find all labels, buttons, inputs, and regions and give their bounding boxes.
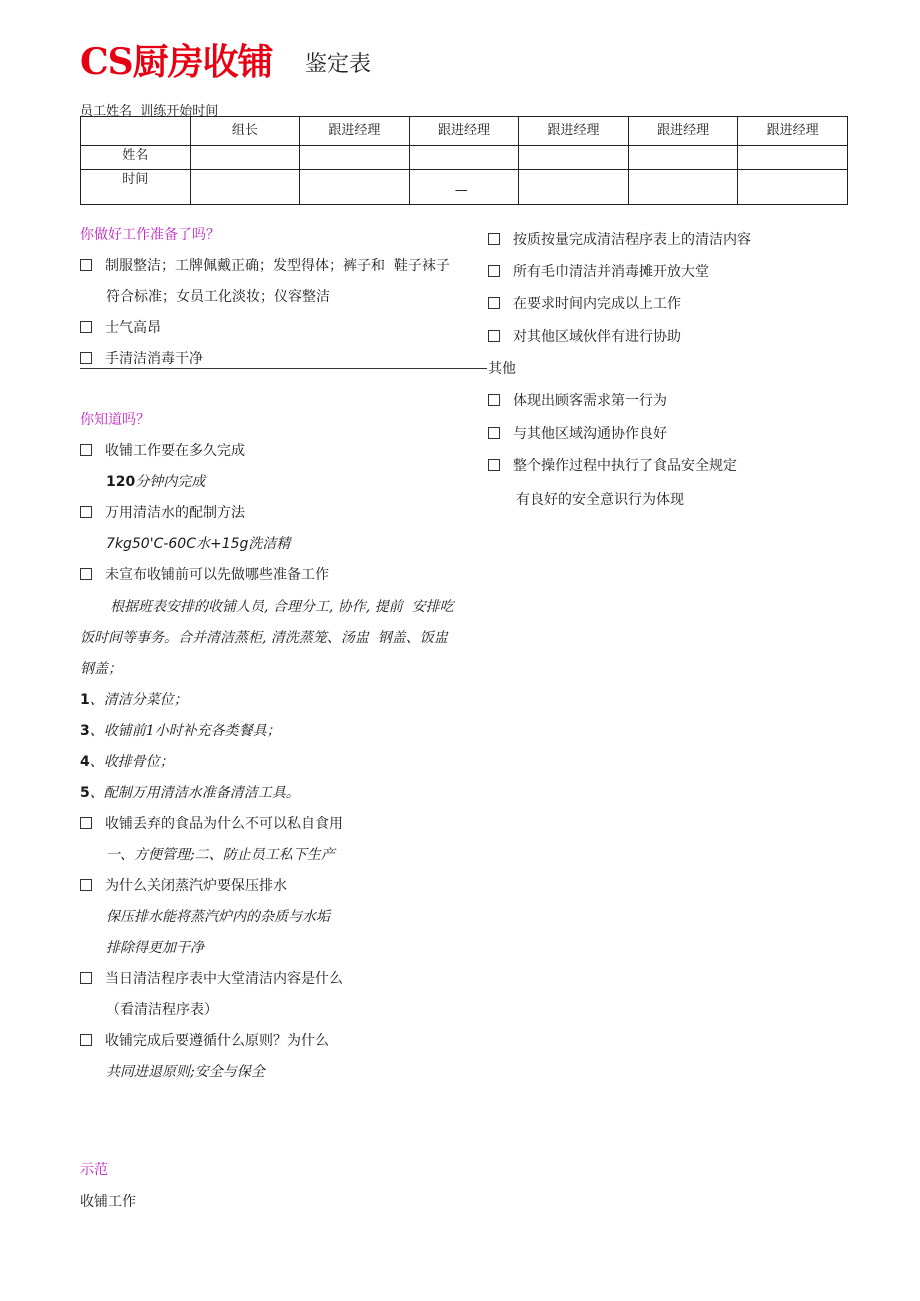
answer-text: 饭时间等事务。合并清洁蒸柜, 清洗蒸笼、汤盅 钢盖、饭盅	[80, 630, 448, 646]
checklist-item	[80, 317, 161, 337]
checkbox[interactable]	[488, 297, 500, 309]
demo-section-heading: 示范	[80, 1162, 108, 1178]
question-item	[80, 875, 287, 895]
answer-text: 排除得更加干净	[106, 940, 204, 956]
step-separator: 、	[89, 785, 104, 801]
section-divider	[80, 368, 487, 369]
name-cell[interactable]	[300, 146, 410, 170]
checklist-item-text: 在要求时间内完成以上工作	[513, 296, 681, 312]
question-item	[80, 440, 245, 460]
table-row	[81, 146, 848, 170]
checklist-item-text: 士气高昂	[105, 320, 161, 336]
checkbox[interactable]	[80, 506, 92, 518]
name-cell[interactable]	[738, 146, 848, 170]
answer-text-part: 水	[195, 536, 210, 552]
checklist-item	[80, 255, 450, 275]
checkbox[interactable]	[488, 330, 500, 342]
checkbox[interactable]	[80, 444, 92, 456]
step-text: 收铺前1小时补充各类餐具；	[103, 723, 281, 739]
answer-text	[106, 471, 205, 491]
answer-text-part: 洗洁精	[248, 536, 291, 552]
answer-number: 120	[106, 474, 136, 490]
column-header: 组长	[190, 117, 300, 146]
checklist-item-text: 制服整洁；工牌佩戴正确；发型得体；裤子和 鞋子袜子	[105, 258, 450, 274]
knowledge-section-heading: 你知道吗？	[80, 412, 150, 428]
time-mark: —	[454, 183, 468, 198]
checklist-item	[80, 348, 203, 368]
time-cell[interactable]	[409, 170, 519, 205]
name-cell[interactable]	[628, 146, 738, 170]
other-section-heading: 其他	[488, 361, 516, 377]
name-cell[interactable]	[409, 146, 519, 170]
answer-number: +15g	[209, 536, 249, 552]
clipped-checklist-item	[488, 489, 868, 508]
question-text: 未宣布收铺前可以先做哪些准备工作	[105, 567, 329, 583]
checkbox[interactable]	[488, 459, 500, 471]
checklist-item-text: 有良好的安全意识行为体现	[516, 492, 684, 508]
sign-off-table	[80, 116, 848, 205]
step-number: 4	[80, 754, 90, 770]
checkbox[interactable]	[80, 321, 92, 333]
prep-section-heading: 你做好工作准备了吗？	[80, 227, 220, 243]
answer-text-part: 分钟内完成	[135, 474, 206, 490]
checklist-item-text: 与其他区域沟通协作良好	[513, 426, 667, 442]
step-item	[80, 751, 174, 771]
checkbox[interactable]	[80, 817, 92, 829]
time-cell[interactable]	[190, 170, 300, 205]
row-label-time: 时间	[81, 170, 191, 205]
column-header: 跟进经理	[409, 117, 519, 146]
name-cell[interactable]	[519, 146, 629, 170]
checkbox[interactable]	[80, 972, 92, 984]
time-cell[interactable]	[300, 170, 410, 205]
step-item	[80, 782, 300, 802]
answer-text: 共同进退原则;安全与保全	[106, 1064, 265, 1080]
question-text: 当日清洁程序表中大堂清洁内容是什么	[105, 971, 343, 987]
step-separator: 、	[89, 692, 104, 708]
checklist-item	[488, 261, 709, 281]
checklist-item-text: 对其他区域伙伴有进行协助	[513, 329, 681, 345]
row-label-name: 姓名	[81, 146, 191, 170]
answer-text	[106, 533, 290, 553]
answer-number: 7kg50'C-60C	[106, 536, 196, 552]
column-header: 跟进经理	[738, 117, 848, 146]
checklist-item	[488, 390, 667, 410]
question-item	[80, 564, 329, 584]
time-cell[interactable]	[628, 170, 738, 205]
step-separator: 、	[89, 754, 104, 770]
question-text: 为什么关闭蒸汽炉要保压排水	[105, 878, 287, 894]
name-cell[interactable]	[190, 146, 300, 170]
demo-title: 收铺工作	[80, 1194, 136, 1210]
answer-text: 一、方便管理;二、防止员工私下生产	[106, 847, 335, 863]
step-number: 5	[80, 785, 90, 801]
checklist-item	[488, 455, 737, 475]
checkbox[interactable]	[488, 265, 500, 277]
checklist-item	[488, 293, 681, 313]
checkbox[interactable]	[488, 394, 500, 406]
column-header: 跟进经理	[519, 117, 629, 146]
employee-meta-line: 员工姓名 训练开始时间	[80, 104, 219, 119]
checklist-item	[488, 423, 667, 443]
checkbox[interactable]	[80, 879, 92, 891]
page-title: CS厨房收铺	[80, 41, 273, 83]
table-header-row	[81, 117, 848, 146]
checklist-item-continuation: 符合标准；女员工化淡妆；仪容整洁	[106, 289, 330, 305]
question-item	[80, 1030, 329, 1050]
step-text: 收排骨位；	[103, 754, 174, 770]
step-number: 3	[80, 723, 90, 739]
checklist-item-text: 整个操作过程中执行了食品安全规定	[513, 458, 737, 474]
step-item	[80, 720, 281, 740]
checklist-item-text: 按质按量完成清洁程序表上的清洁内容	[513, 232, 751, 248]
question-text: 收铺工作要在多久完成	[105, 443, 245, 459]
checkbox[interactable]	[80, 1034, 92, 1046]
answer-text: 根据班表安排的收铺人员, 合理分工, 协作, 提前 安排吃	[110, 599, 454, 615]
checklist-item-text: 手清洁消毒干净	[105, 351, 203, 367]
step-number: 1	[80, 692, 90, 708]
checklist-item-text: 体现出顾客需求第一行为	[513, 393, 667, 409]
question-text: 万用清洁水的配制方法	[105, 505, 245, 521]
question-item	[80, 502, 245, 522]
step-separator: 、	[89, 723, 104, 739]
column-header: 跟进经理	[300, 117, 410, 146]
answer-text: 钢盖；	[80, 661, 122, 677]
page-subtitle: 鉴定表	[305, 52, 372, 77]
table-row	[81, 170, 848, 205]
checkbox[interactable]	[80, 259, 92, 271]
step-text: 配制万用清洁水准备清洁工具。	[103, 785, 300, 801]
column-header: 跟进经理	[628, 117, 738, 146]
checklist-item	[488, 326, 681, 346]
checklist-item-text: 所有毛巾清洁并消毒摊开放大堂	[513, 264, 709, 280]
question-text: 收铺丢弃的食品为什么不可以私自食用	[105, 816, 343, 832]
checkbox[interactable]	[80, 352, 92, 364]
checkbox[interactable]	[80, 568, 92, 580]
time-cell[interactable]	[519, 170, 629, 205]
table-corner-cell	[81, 117, 191, 146]
checkbox[interactable]	[488, 427, 500, 439]
answer-text: （看清洁程序表）	[106, 1002, 218, 1018]
step-text: 清洁分菜位；	[103, 692, 188, 708]
checkbox[interactable]	[488, 233, 500, 245]
checklist-item	[488, 229, 751, 249]
question-text: 收铺完成后要遵循什么原则？为什么	[105, 1033, 329, 1049]
time-cell[interactable]	[738, 170, 848, 205]
answer-text: 保压排水能将蒸汽炉内的杂质与水垢	[106, 909, 330, 925]
question-item	[80, 968, 343, 988]
step-item	[80, 689, 188, 709]
question-item	[80, 813, 343, 833]
